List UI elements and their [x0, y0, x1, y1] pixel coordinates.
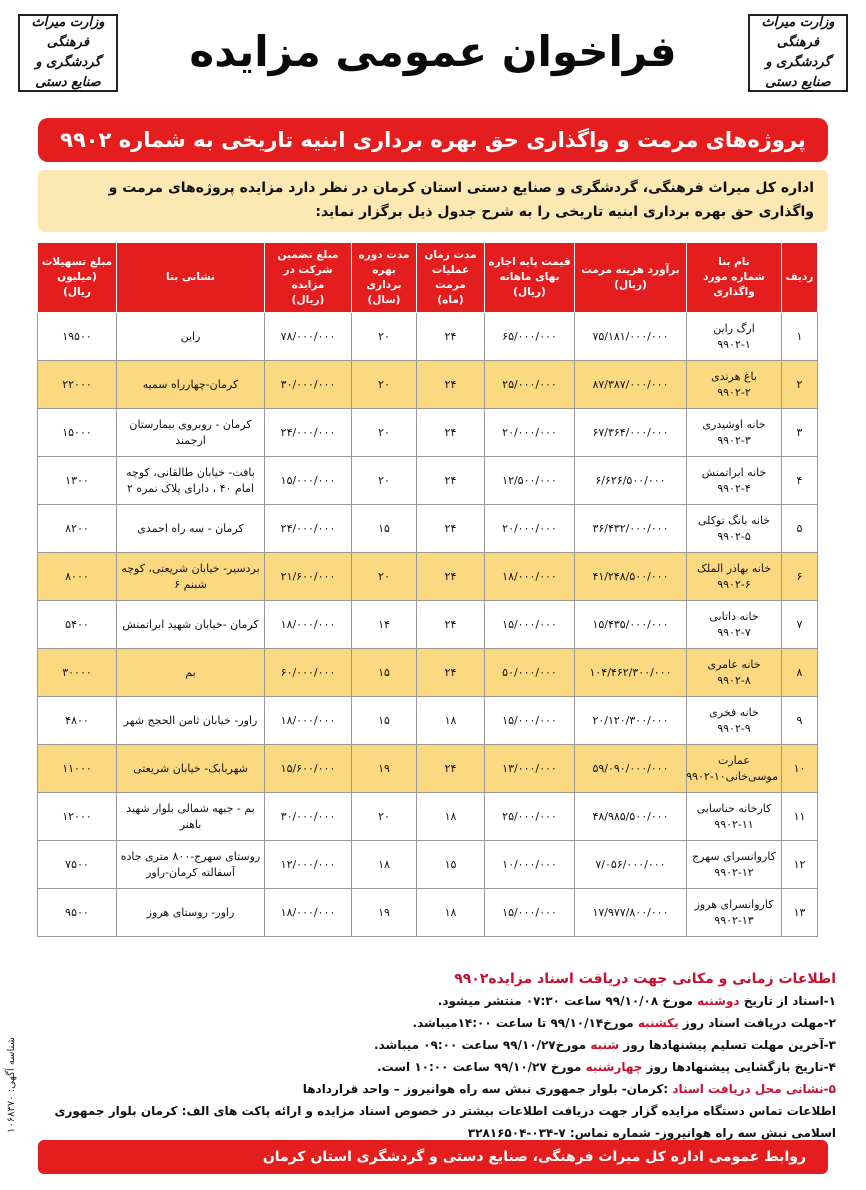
- cell-period: ۲۰: [352, 409, 417, 457]
- cell-duration: ۱۸: [417, 697, 485, 745]
- table-row: [38, 697, 818, 745]
- cell-row: ۸: [782, 649, 818, 697]
- ad-id: شناسه آگهی: ۱۰۶۸۳۷۰: [6, 1037, 17, 1134]
- info-line-4: [38, 1056, 836, 1078]
- projects-table: [38, 242, 818, 937]
- info-title: اطلاعات زمانی و مکانی جهت دریافت اسناد مزایده۹۹۰۲: [454, 971, 836, 987]
- info-line-3-day: شنبه: [590, 1038, 620, 1052]
- cell-period: ۱۸: [352, 841, 417, 889]
- info-line-1-b: مورخ ۹۹/۱۰/۰۸ ساعت ۰۷:۳۰ منتشر میشود.: [437, 994, 698, 1008]
- col-guarantee: مبلغ تضمین شرکت در مزایده (ریال): [265, 243, 352, 313]
- info-line-4-b: مورخ ۹۹/۱۰/۲۷ ساعت ۱۰:۰۰ است.: [376, 1060, 586, 1074]
- info-line-5-a: ۵-نشانی محل دریافت اسناد: [672, 1082, 836, 1096]
- info-line-3: [38, 1034, 836, 1056]
- cell-period: ۲۰: [352, 553, 417, 601]
- cell-period: ۱۹: [352, 745, 417, 793]
- table-row: [38, 649, 818, 697]
- cell-guarantee: ۳۰/۰۰۰/۰۰۰: [265, 361, 352, 409]
- cell-rent: ۱۵/۰۰۰/۰۰۰: [485, 889, 575, 937]
- cell-row: ۴: [782, 457, 818, 505]
- info-line-5-b: :کرمان- بلوار جمهوری نبش سه راه هوانیروز – واحد قراردادها: [302, 1082, 673, 1096]
- cell-loan: ۱۳۰۰: [38, 457, 117, 505]
- cell-guarantee: ۲۴/۰۰۰/۰۰۰: [265, 409, 352, 457]
- cell-estimate: ۴۱/۲۴۸/۵۰۰/۰۰۰: [575, 553, 687, 601]
- cell-row: ۱۰: [782, 745, 818, 793]
- cell-name: ارگ راین ۹۹۰۲-۱: [687, 313, 782, 361]
- info-line-3-b: مورخ۹۹/۱۰/۲۷ ساعت ۰۹:۰۰ میباشد.: [374, 1038, 591, 1052]
- info-line-2-a: ۲-مهلت دریافت اسناد روز: [678, 1016, 836, 1030]
- cell-address: کرمان - روبروی بیمارستان ارجمند: [117, 409, 265, 457]
- intro-text: اداره کل میراث فرهنگی، گردشگری و صنایع دستی استان کرمان در نظر دارد مزایده پروژه‌های مرمت و واگذاری حق بهره برداری ابنیه تاریخی را به شرح جدول ذیل برگزار نماید:: [38, 170, 828, 232]
- table-row: [38, 745, 818, 793]
- info-section: [38, 968, 836, 1144]
- table-header-row: [38, 243, 818, 313]
- cell-address: بم: [117, 649, 265, 697]
- cell-row: ۳: [782, 409, 818, 457]
- table-row: [38, 889, 818, 937]
- cell-name: خانه اوشیدری ۹۹۰۲-۳: [687, 409, 782, 457]
- cell-period: ۱۵: [352, 649, 417, 697]
- info-line-1: [38, 990, 836, 1012]
- cell-period: ۱۵: [352, 505, 417, 553]
- cell-row: ۲: [782, 361, 818, 409]
- cell-duration: ۲۴: [417, 361, 485, 409]
- cell-rent: ۲۵/۰۰۰/۰۰۰: [485, 361, 575, 409]
- col-row: ردیف: [782, 243, 818, 313]
- cell-row: ۱۲: [782, 841, 818, 889]
- cell-guarantee: ۷۸/۰۰۰/۰۰۰: [265, 313, 352, 361]
- cell-period: ۲۰: [352, 313, 417, 361]
- cell-name: کاروانسرای هروز ۹۹۰۲-۱۳: [687, 889, 782, 937]
- info-line-2-day: یکشنبه: [637, 1016, 679, 1030]
- cell-duration: ۲۴: [417, 601, 485, 649]
- cell-loan: ۸۲۰۰: [38, 505, 117, 553]
- cell-period: ۱۴: [352, 601, 417, 649]
- cell-address: شهربابک- خیابان شریعتی: [117, 745, 265, 793]
- logo-line-2: گردشگری و صنایع دستی: [35, 55, 101, 90]
- cell-estimate: ۴۸/۹۸۵/۵۰۰/۰۰۰: [575, 793, 687, 841]
- table-row: [38, 793, 818, 841]
- cell-guarantee: ۱۸/۰۰۰/۰۰۰: [265, 697, 352, 745]
- cell-rent: ۱۲/۵۰۰/۰۰۰: [485, 457, 575, 505]
- cell-guarantee: ۱۵/۰۰۰/۰۰۰: [265, 457, 352, 505]
- ministry-logo-left: [18, 14, 118, 92]
- cell-duration: ۱۸: [417, 793, 485, 841]
- info-line-5: [38, 1078, 836, 1100]
- cell-address: کرمان-چهارراه سمیه: [117, 361, 265, 409]
- cell-guarantee: ۱۸/۰۰۰/۰۰۰: [265, 601, 352, 649]
- cell-address: روستای سهرج-۸۰۰ متری جاده آسفالته کرمان-راور: [117, 841, 265, 889]
- cell-period: ۲۰: [352, 361, 417, 409]
- table-row: [38, 457, 818, 505]
- cell-rent: ۱۵/۰۰۰/۰۰۰: [485, 697, 575, 745]
- cell-row: ۱: [782, 313, 818, 361]
- info-line-4-day: چهارشنبه: [585, 1060, 643, 1074]
- cell-loan: ۷۵۰۰: [38, 841, 117, 889]
- cell-duration: ۱۵: [417, 841, 485, 889]
- cell-estimate: ۱۵/۴۳۵/۰۰۰/۰۰۰: [575, 601, 687, 649]
- cell-guarantee: ۶۰/۰۰۰/۰۰۰: [265, 649, 352, 697]
- cell-rent: ۱۳/۰۰۰/۰۰۰: [485, 745, 575, 793]
- cell-address: راین: [117, 313, 265, 361]
- cell-duration: ۲۴: [417, 313, 485, 361]
- cell-rent: ۱۰/۰۰۰/۰۰۰: [485, 841, 575, 889]
- cell-estimate: ۱۰۴/۴۶۲/۳۰۰/۰۰۰: [575, 649, 687, 697]
- cell-row: ۷: [782, 601, 818, 649]
- logo-line-2: گردشگری و صنایع دستی: [765, 55, 831, 90]
- table-body: [38, 313, 818, 937]
- col-rent: قیمت پایه اجاره بهای ماهانه (ریال): [485, 243, 575, 313]
- cell-rent: ۱۸/۰۰۰/۰۰۰: [485, 553, 575, 601]
- col-name: نام بنا شماره مورد واگذاری: [687, 243, 782, 313]
- cell-rent: ۱۵/۰۰۰/۰۰۰: [485, 601, 575, 649]
- cell-loan: ۴۸۰۰: [38, 697, 117, 745]
- cell-estimate: ۱۷/۹۷۷/۸۰۰/۰۰۰: [575, 889, 687, 937]
- info-line-2-b: مورخ۹۹/۱۰/۱۴ تا ساعت ۱۴:۰۰میباشد.: [412, 1016, 638, 1030]
- table-row: [38, 505, 818, 553]
- cell-row: ۹: [782, 697, 818, 745]
- cell-rent: ۲۰/۰۰۰/۰۰۰: [485, 409, 575, 457]
- cell-name: خانه ابراتمنش ۹۹۰۲-۴: [687, 457, 782, 505]
- cell-name: کارخانه حناسابی ۹۹۰۲-۱۱: [687, 793, 782, 841]
- cell-estimate: ۸۷/۳۸۷/۰۰۰/۰۰۰: [575, 361, 687, 409]
- cell-guarantee: ۱۵/۶۰۰/۰۰۰: [265, 745, 352, 793]
- cell-name: خانه بهادر الملک ۹۹۰۲-۶: [687, 553, 782, 601]
- cell-estimate: ۶۷/۳۶۴/۰۰۰/۰۰۰: [575, 409, 687, 457]
- table-row: [38, 313, 818, 361]
- cell-guarantee: ۱۸/۰۰۰/۰۰۰: [265, 889, 352, 937]
- cell-loan: ۳۰۰۰۰: [38, 649, 117, 697]
- table-row: [38, 361, 818, 409]
- ministry-logo-right: [748, 14, 848, 92]
- cell-guarantee: ۱۲/۰۰۰/۰۰۰: [265, 841, 352, 889]
- cell-period: ۲۰: [352, 457, 417, 505]
- footer-banner: روابط عمومی اداره کل میراث فرهنگی، صنایع دستی و گردشگری استان کرمان: [38, 1140, 828, 1174]
- table-row: [38, 841, 818, 889]
- logo-line-1: وزارت میراث فرهنگی: [761, 15, 835, 50]
- cell-duration: ۲۴: [417, 649, 485, 697]
- cell-loan: ۱۱۰۰۰: [38, 745, 117, 793]
- cell-loan: ۵۴۰۰: [38, 601, 117, 649]
- cell-estimate: ۵۹/۰۹۰/۰۰۰/۰۰۰: [575, 745, 687, 793]
- project-banner: پروژه‌های مرمت و واگذاری حق بهره برداری ابنیه تاریخی به شماره ۹۹۰۲: [38, 118, 828, 162]
- col-address: نشانی بنا: [117, 243, 265, 313]
- cell-row: ۱۱: [782, 793, 818, 841]
- info-line-2: [38, 1012, 836, 1034]
- cell-name: خانه داتابی ۹۹۰۲-۷: [687, 601, 782, 649]
- cell-loan: ۱۵۰۰۰: [38, 409, 117, 457]
- cell-name: خانه عامری ۹۹۰۲-۸: [687, 649, 782, 697]
- cell-guarantee: ۲۱/۶۰۰/۰۰۰: [265, 553, 352, 601]
- cell-duration: ۲۴: [417, 409, 485, 457]
- cell-row: ۱۳: [782, 889, 818, 937]
- table-row: [38, 553, 818, 601]
- cell-address: بردسیر- خیابان شریعتی، کوچه شبنم ۶: [117, 553, 265, 601]
- table-row: [38, 601, 818, 649]
- col-period: مدت دوره بهره برداری (سال): [352, 243, 417, 313]
- cell-address: کرمان -خیابان شهید ابراتمنش: [117, 601, 265, 649]
- cell-address: بافت- خیابان طالقانی، کوچه امام ۴۰ ، دارای پلاک نمره ۲: [117, 457, 265, 505]
- cell-estimate: ۳۶/۴۳۲/۰۰۰/۰۰۰: [575, 505, 687, 553]
- cell-loan: ۹۵۰۰: [38, 889, 117, 937]
- cell-duration: ۲۴: [417, 745, 485, 793]
- cell-duration: ۲۴: [417, 553, 485, 601]
- cell-rent: ۲۰/۰۰۰/۰۰۰: [485, 505, 575, 553]
- cell-row: ۶: [782, 553, 818, 601]
- info-line-1-a: ۱-اسناد از تاریخ: [739, 994, 836, 1008]
- cell-name: خانه فخری ۹۹۰۲-۹: [687, 697, 782, 745]
- info-line-3-a: ۳-آخرین مهلت تسلیم پیشنهادها روز: [619, 1038, 836, 1052]
- cell-address: کرمان - سه راه احمدی: [117, 505, 265, 553]
- table-row: [38, 409, 818, 457]
- cell-rent: ۵۰/۰۰۰/۰۰۰: [485, 649, 575, 697]
- cell-duration: ۲۴: [417, 505, 485, 553]
- cell-guarantee: ۲۴/۰۰۰/۰۰۰: [265, 505, 352, 553]
- cell-rent: ۶۵/۰۰۰/۰۰۰: [485, 313, 575, 361]
- cell-estimate: ۲۰/۱۲۰/۳۰۰/۰۰۰: [575, 697, 687, 745]
- cell-name: خانه بانگ توکلی ۹۹۰۲-۵: [687, 505, 782, 553]
- cell-loan: ۱۲۰۰۰: [38, 793, 117, 841]
- cell-loan: ۱۹۵۰۰: [38, 313, 117, 361]
- cell-estimate: ۶/۶۲۶/۵۰۰/۰۰۰: [575, 457, 687, 505]
- cell-address: راور- خیابان ثامن الحجج شهر: [117, 697, 265, 745]
- cell-loan: ۸۰۰۰: [38, 553, 117, 601]
- cell-name: باغ هرندی ۹۹۰۲-۲: [687, 361, 782, 409]
- cell-address: بم - جبهه شمالی بلوار شهید باهنر: [117, 793, 265, 841]
- cell-row: ۵: [782, 505, 818, 553]
- logo-line-1: وزارت میراث فرهنگی: [31, 15, 105, 50]
- cell-duration: ۲۴: [417, 457, 485, 505]
- cell-estimate: ۷۵/۱۸۱/۰۰۰/۰۰۰: [575, 313, 687, 361]
- cell-period: ۱۹: [352, 889, 417, 937]
- cell-period: ۲۰: [352, 793, 417, 841]
- page-title: فراخوان عمومی مزایده: [189, 27, 677, 76]
- cell-duration: ۱۸: [417, 889, 485, 937]
- cell-estimate: ۷/۰۵۶/۰۰۰/۰۰۰: [575, 841, 687, 889]
- col-duration: مدت زمان عملیات مرمت (ماه): [417, 243, 485, 313]
- info-contact: اطلاعات تماس دستگاه مزایده گزار جهت دریافت اطلاعات بیشتر در خصوص اسناد مزایده و ارائه پاکت های الف: کرمان بلوار جمهوری اسلامی نبش سه راه هوانیروز- شماره تماس: ۷-۰۳۴-۳۲۸۱۶۵۰۴: [54, 1104, 836, 1140]
- info-line-4-a: ۴-تاریخ بازگشایی پیشنهادها روز: [642, 1060, 836, 1074]
- col-estimate: برآورد هزینه مرمت (ریال): [575, 243, 687, 313]
- cell-guarantee: ۳۰/۰۰۰/۰۰۰: [265, 793, 352, 841]
- cell-address: راور- روستای هروز: [117, 889, 265, 937]
- cell-period: ۱۵: [352, 697, 417, 745]
- cell-rent: ۲۵/۰۰۰/۰۰۰: [485, 793, 575, 841]
- info-line-1-day: دوشنبه: [697, 994, 740, 1008]
- col-loan: مبلغ تسهیلات (میلیون ریال): [38, 243, 117, 313]
- cell-loan: ۲۲۰۰۰: [38, 361, 117, 409]
- cell-name: عمارت موسی‌خانی۱۰-۹۹۰۲: [687, 745, 782, 793]
- cell-name: کاروانسرای سهرج ۹۹۰۲-۱۲: [687, 841, 782, 889]
